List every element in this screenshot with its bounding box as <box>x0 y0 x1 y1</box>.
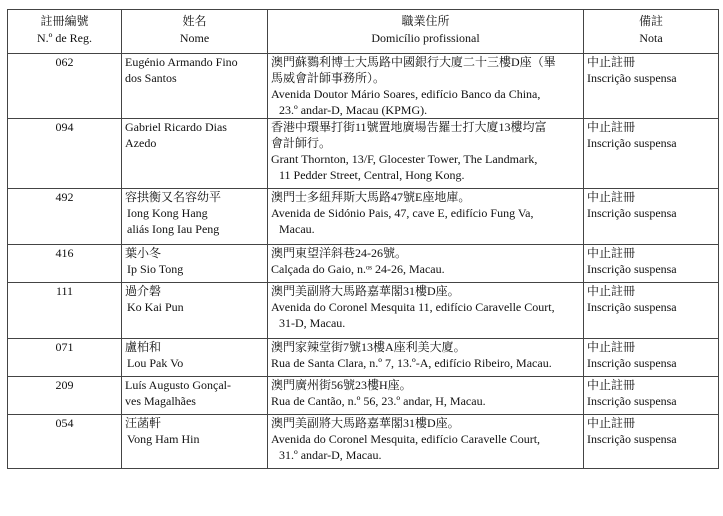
note-cell <box>584 189 719 245</box>
registration-number: 054 <box>55 416 74 430</box>
address-line: 23.º andar-D, Macau (KPMG). <box>279 103 428 117</box>
name-cell <box>122 339 268 377</box>
header-note <box>584 10 719 54</box>
registration-number: 209 <box>55 378 74 392</box>
address-line: 香港中環畢打街11號置地廣場告羅士打大廈13樓均富 <box>271 120 547 134</box>
registration-number: 094 <box>55 120 74 134</box>
address-cell <box>268 283 584 339</box>
registration-number: 071 <box>55 340 74 354</box>
note-line: Inscrição suspensa <box>587 432 677 446</box>
address-cell <box>268 189 584 245</box>
header-reg-pt: N.º de Reg. <box>36 31 93 45</box>
address-line: Avenida do Coronel Mesquita 11, edifício Caravelle Court, <box>271 300 555 314</box>
address-line: Rua de Cantão, n.º 56, 23.º andar, H, Macau. <box>271 394 486 408</box>
address-line: 澳門廣州街56號23樓H座。 <box>271 378 412 392</box>
registration-number: 111 <box>55 284 74 298</box>
note-line: 中止註冊 <box>587 190 636 204</box>
name-line: ves Magalhães <box>125 394 196 408</box>
address-line: Rua de Santa Clara, n.º 7, 13.º-A, edifício Ribeiro, Macau. <box>271 356 552 370</box>
note-line: Inscrição suspensa <box>587 300 677 314</box>
address-line: 31.º andar-D, Macau. <box>279 448 382 462</box>
header-name <box>122 10 268 54</box>
name-cell <box>122 189 268 245</box>
registration-number-cell <box>8 245 122 283</box>
note-cell <box>584 283 719 339</box>
name-cell <box>122 54 268 119</box>
header-name-pt: Nome <box>179 31 210 45</box>
note-line: Inscrição suspensa <box>587 262 677 276</box>
note-line: 中止註冊 <box>587 55 636 69</box>
name-line: 過介磐 <box>125 284 162 298</box>
registration-number-cell <box>8 189 122 245</box>
address-line: 11 Pedder Street, Central, Hong Kong. <box>279 168 465 182</box>
header-reg-zh: 註冊編號 <box>40 14 89 28</box>
registration-number: 062 <box>55 55 74 69</box>
table-row <box>8 283 719 339</box>
name-line: 葉小冬 <box>125 246 162 260</box>
table-row <box>8 119 719 189</box>
address-line: Avenida Doutor Mário Soares, edifício Banco da China, <box>271 87 541 101</box>
name-cell <box>122 415 268 469</box>
registration-number-cell <box>8 119 122 189</box>
note-line: 中止註冊 <box>587 246 636 260</box>
registration-number-cell <box>8 415 122 469</box>
registry-table <box>7 9 719 469</box>
note-cell <box>584 119 719 189</box>
name-line: Vong Ham Hin <box>127 432 200 446</box>
name-line: 容拱衡又名容幼平 <box>125 190 222 204</box>
note-line: 中止註冊 <box>587 284 636 298</box>
address-cell <box>268 245 584 283</box>
note-cell <box>584 339 719 377</box>
address-cell <box>268 339 584 377</box>
address-line: Avenida de Sidónio Pais, 47, cave E, edifício Fung Va, <box>271 206 534 220</box>
address-line: 澳門東望洋斜巷24-26號。 <box>271 246 407 260</box>
header-addr-pt: Domicílio profissional <box>371 31 480 45</box>
registration-number-cell <box>8 339 122 377</box>
address-line: 澳門美副將大馬路嘉華閣31樓D座。 <box>271 416 460 430</box>
address-line: Grant Thornton, 13/F, Glocester Tower, The Landmark, <box>271 152 538 166</box>
note-line: Inscrição suspensa <box>587 206 677 220</box>
address-line: 馬威會計師事務所）。 <box>271 71 386 85</box>
name-line: Eugénio Armando Fino <box>125 55 238 69</box>
table-row <box>8 189 719 245</box>
header-note-pt: Nota <box>639 31 663 45</box>
name-line: aliás Iong Iau Peng <box>127 222 220 236</box>
note-cell <box>584 54 719 119</box>
registration-number-cell <box>8 283 122 339</box>
address-line: Avenida do Coronel Mesquita, edifício Caravelle Court, <box>271 432 541 446</box>
table-row <box>8 54 719 119</box>
registration-number-cell <box>8 377 122 415</box>
name-cell <box>122 119 268 189</box>
name-line: 盧柏和 <box>125 340 162 354</box>
note-line: Inscrição suspensa <box>587 136 677 150</box>
address-line: 澳門蘇鷚利博士大馬路中國銀行大廈二十三樓D座（畢 <box>271 55 556 69</box>
note-line: Inscrição suspensa <box>587 71 677 85</box>
table-row <box>8 245 719 283</box>
name-line: Ko Kai Pun <box>127 300 184 314</box>
header-note-zh: 備註 <box>638 14 663 28</box>
name-line: Gabriel Ricardo Dias <box>125 120 227 134</box>
address-line: 澳門家辣堂街7號13樓A座利美大廈。 <box>271 340 466 354</box>
table-row <box>8 415 719 469</box>
name-line: Ip Sio Tong <box>127 262 184 276</box>
header-addr-zh: 職業住所 <box>401 14 450 28</box>
note-line: 中止註冊 <box>587 416 636 430</box>
name-line: Lou Pak Vo <box>127 356 184 370</box>
name-line: Iong Kong Hang <box>127 206 208 220</box>
note-line: 中止註冊 <box>587 340 636 354</box>
address-cell <box>268 415 584 469</box>
name-line: Luís Augusto Gonçal- <box>125 378 231 392</box>
note-line: Inscrição suspensa <box>587 356 677 370</box>
header-registration-number <box>8 10 122 54</box>
registration-number: 492 <box>55 190 74 204</box>
note-line: 中止註冊 <box>587 378 636 392</box>
registration-number-cell <box>8 54 122 119</box>
name-cell <box>122 245 268 283</box>
name-line: dos Santos <box>125 71 177 85</box>
address-line: 澳門美副將大馬路嘉華閣31樓D座。 <box>271 284 460 298</box>
address-line: 會計師行。 <box>271 136 332 150</box>
address-cell <box>268 377 584 415</box>
header-professional-address <box>268 10 584 54</box>
address-line: 31-D, Macau. <box>279 316 346 330</box>
name-line: 汪菡軒 <box>125 416 162 430</box>
address-line: 澳門士多紐拜斯大馬路47號E座地庫。 <box>271 190 471 204</box>
note-cell <box>584 415 719 469</box>
table-row <box>8 377 719 415</box>
name-line: Azedo <box>125 136 157 150</box>
address-cell <box>268 119 584 189</box>
note-cell <box>584 245 719 283</box>
note-cell <box>584 377 719 415</box>
address-line: Macau. <box>279 222 315 236</box>
address-line: Calçada do Gaio, n.ᵒˢ 24-26, Macau. <box>271 262 445 276</box>
name-cell <box>122 377 268 415</box>
header-name-zh: 姓名 <box>182 14 207 28</box>
note-line: Inscrição suspensa <box>587 394 677 408</box>
registry-rows <box>8 54 719 469</box>
note-line: 中止註冊 <box>587 120 636 134</box>
address-cell <box>268 54 584 119</box>
registration-number: 416 <box>55 246 74 260</box>
table-header-row <box>8 10 719 54</box>
name-cell <box>122 283 268 339</box>
table-row <box>8 339 719 377</box>
